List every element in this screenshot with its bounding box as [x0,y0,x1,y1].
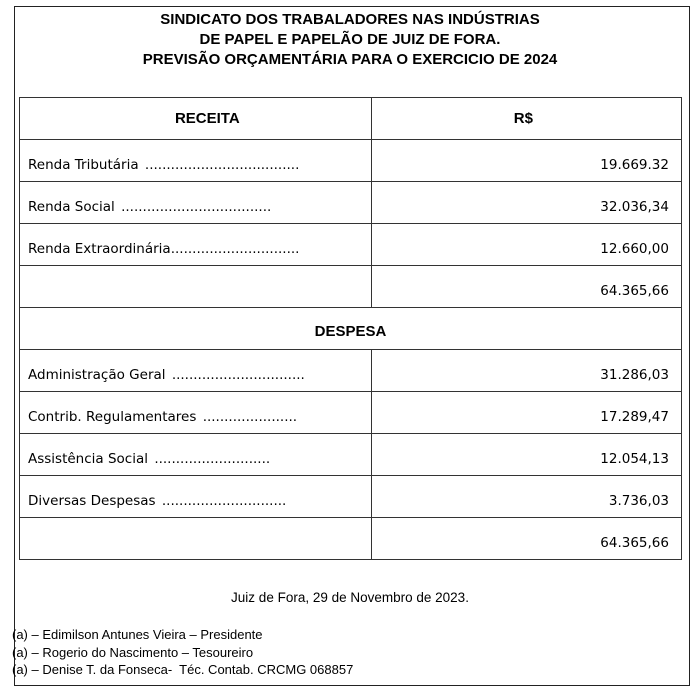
row-dots: ............................... [171,366,305,383]
currency-header: R$ [371,98,681,140]
budget-table [19,97,682,560]
table-row [20,224,682,266]
table-row [20,140,682,182]
row-dots: ............................. [161,492,287,509]
despesa-total-row [20,518,682,560]
row-dots: ...................... [202,408,298,425]
row-dots: ................................... [121,198,272,215]
receita-label-cell [20,224,372,266]
row-label: Renda Social [28,198,115,215]
empty-cell [20,518,372,560]
table-row [20,350,682,392]
row-label: Diversas Despesas [28,492,156,509]
row-value: 19.669.32 [371,140,681,182]
despesa-header: DESPESA [20,308,682,350]
receita-header: RECEITA [20,98,372,140]
despesa-total: 64.365,66 [371,518,681,560]
date-line: Juiz de Fora, 29 de Novembro de 2023. [231,590,469,605]
title-line-1: SINDICATO DOS TRABALADORES NAS INDÚSTRIAS [160,11,540,28]
signature-line: (a) – Edimilson Antunes Vieira – Presidente [12,627,263,642]
title-line-3: PREVISÃO ORÇAMENTÁRIA PARA O EXERCICIO DE 2024 [142,51,558,68]
row-value: 12.054,13 [371,434,681,476]
receita-label-cell [20,140,372,182]
receita-label-cell [20,182,372,224]
table-row [20,182,682,224]
signatures [12,626,353,679]
row-dots: .................................... [144,156,300,173]
row-value: 3.736,03 [371,476,681,518]
title-line-2: DE PAPEL E PAPELÃO DE JUIZ DE FORA. [199,31,501,48]
table-header-row [20,98,682,140]
empty-cell [20,266,372,308]
row-dots: ........................... [154,450,271,467]
despesa-label-cell [20,434,372,476]
despesa-label-cell [20,392,372,434]
row-label: Administração Geral [28,366,166,383]
row-dots: .............................. [170,240,300,257]
row-label: Renda Extraordinária [28,240,171,257]
document-title [0,10,700,70]
despesa-header-row [20,308,682,350]
row-label: Assistência Social [28,450,149,467]
receita-total: 64.365,66 [371,266,681,308]
row-value: 32.036,34 [371,182,681,224]
row-value: 17.289,47 [371,392,681,434]
row-value: 31.286,03 [371,350,681,392]
table-row [20,434,682,476]
table-row [20,392,682,434]
despesa-label-cell [20,476,372,518]
row-value: 12.660,00 [371,224,681,266]
signature-line: (a) – Denise T. da Fonseca- Téc. Contab. CRCMG 068857 [12,662,354,677]
receita-total-row [20,266,682,308]
table-row [20,476,682,518]
signature-line: (a) – Rogerio do Nascimento – Tesoureiro [12,644,254,660]
row-label: Renda Tributária [28,156,139,173]
despesa-label-cell [20,350,372,392]
row-label: Contrib. Regulamentares [28,408,197,425]
